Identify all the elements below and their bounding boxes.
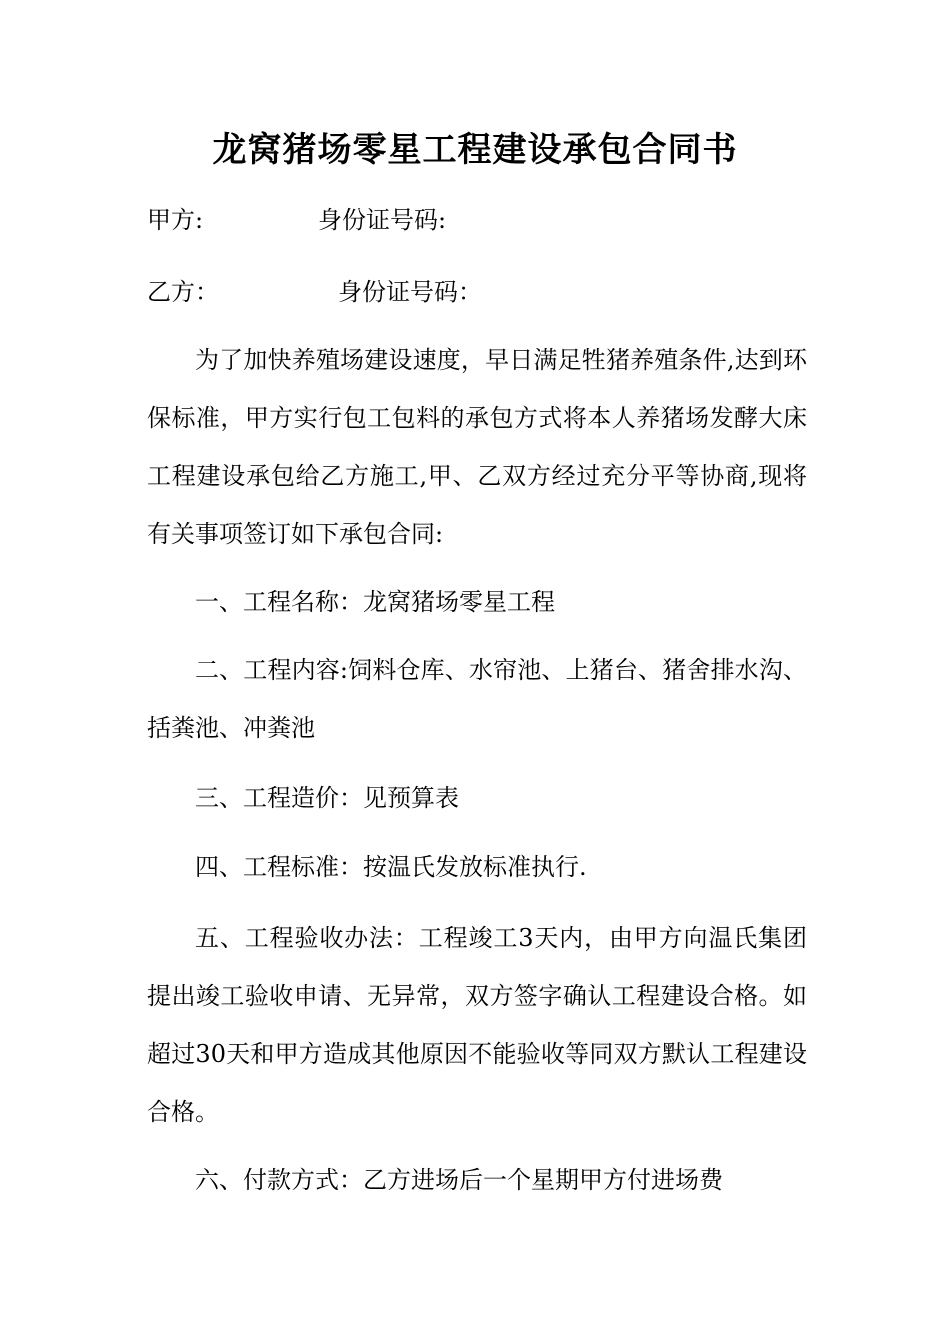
clause-4-project-standard: 四、工程标准：按温氏发放标准执行. <box>195 853 587 881</box>
clause-2-project-content: 二、工程内容:饲料仓库、水帘池、上猪台、猪舍排水沟、括粪池、冲粪池 <box>147 656 807 742</box>
clause-3-project-cost: 三、工程造价：见预算表 <box>195 784 459 812</box>
party-b-id-label: 身份证号码： <box>338 278 482 306</box>
party-b-label: 乙方： <box>147 278 219 306</box>
party-a-id-label: 身份证号码: <box>318 206 447 234</box>
clause-6-payment-method: 六、付款方式：乙方进场后一个星期甲方付进场费 <box>195 1166 723 1194</box>
party-a-label: 甲方: <box>147 206 204 234</box>
document-title: 龙窝猪场零星工程建设承包合同书 <box>212 130 738 170</box>
clause-1-project-name: 一、工程名称：龙窝猪场零星工程 <box>195 588 555 616</box>
clause-5-acceptance-method: 五、工程验收办法：工程竣工3天内，由甲方向温氏集团提出竣工验收申请、无异常，双方签字确认工程建设合格。如超过30天和甲方造成其他原因不能验收等同双方默认工程建设合格。 <box>147 924 807 1126</box>
intro-paragraph: 为了加快养殖场建设速度，早日满足牲猪养殖条件,达到环保标准，甲方实行包工包料的承包方式将本人养猪场发酵大床工程建设承包给乙方施工,甲、乙双方经过充分平等协商,现将有关事项签订如下承包合同: <box>147 346 807 548</box>
